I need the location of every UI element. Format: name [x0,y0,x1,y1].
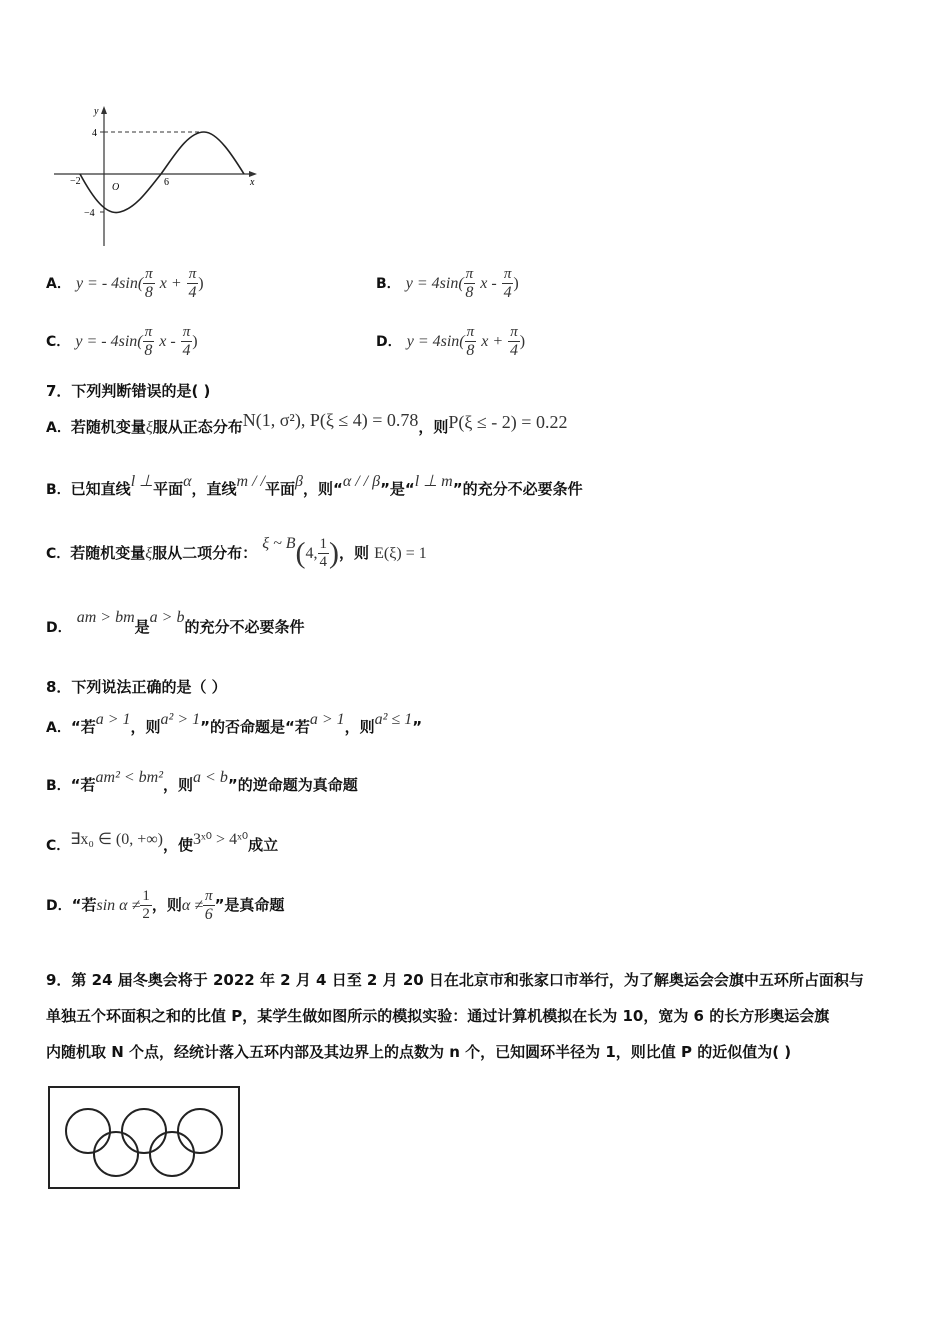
sine-graph [48,98,268,250]
ring-top-left [66,1109,110,1153]
q7-option-b[interactable]: B．已知直线l ⊥平面α，直线m / /平面β，则“α / / β”是“l ⊥ m”的充分不必要条件 [46,473,583,498]
q8-option-c[interactable]: C．∃x₀ ∈ (0, +∞)，使3ˣ⁰ > 4ˣ⁰成立 [46,831,279,854]
tick-label-neg4: −4 [84,208,95,219]
tick-label-6: 6 [164,177,169,188]
q6-option-c[interactable]: C． y = - 4sin( $\frac{\pi}{8}$ x - $\frac{\pi}{4}$ ) [46,324,198,359]
q8-option-a[interactable]: A．“若a > 1，则a² > 1”的否命题是“若a > 1，则a² ≤ 1” [46,711,423,736]
q6-option-b[interactable]: B． y = 4sin( $\frac{\pi}{8}$ x - $\frac{\pi}{4}$ ) [376,266,519,301]
q8-stem: 8．下列说法正确的是（ ） [46,678,227,696]
y-axis-label: y [94,106,99,117]
ring-bottom-left [94,1132,138,1176]
y-axis-arrow [101,106,107,114]
olympic-rings-figure [48,1086,242,1190]
q6-option-a[interactable]: A． y = - 4sin( $\frac{\pi}{8}$ x + $\frac{\pi}{4}$ ) [46,266,204,301]
tick-label-neg2: −2 [70,176,81,187]
tick-label-4: 4 [92,128,97,139]
flag-rectangle [49,1087,239,1188]
q7-stem: 7．下列判断错误的是( ) [46,382,211,400]
origin-label: O [112,182,120,193]
x-axis-label: x [250,177,255,188]
q9-line-1: 9．第 24 届冬奥会将于 2022 年 2 月 4 日至 2 月 20 日在北京市和张家口市举行，为了解奥运会会旗中五环所占面积与 [46,971,864,989]
q9-line-2: 单独五个环面积之和的比值 P，某学生做如图所示的模拟实验：通过计算机模拟在长为 10，宽为 6 的长方形奥运会旗 [46,1007,830,1025]
ring-top-middle [122,1109,166,1153]
q7-option-c[interactable]: C．若随机变量ξ服从二项分布： ξ ~ B(4, $\frac{1}{4}$ )，则 E(ξ) = 1 [46,535,427,570]
q7-option-d[interactable]: D． am > bm是a > b的充分不必要条件 [46,609,305,636]
q7-option-a[interactable]: A．若随机变量ξ服从正态分布N(1, σ²), P(ξ ≤ 4) = 0.78，则P(ξ ≤ - 2) = 0.22 [46,410,568,436]
q8-option-b[interactable]: B．“若am² < bm²，则a < b”的逆命题为真命题 [46,769,358,794]
ring-top-right [178,1109,222,1153]
ring-bottom-right [150,1132,194,1176]
q9-stem [46,962,864,1070]
q6-option-d[interactable]: D． y = 4sin( $\frac{\pi}{8}$ x + $\frac{\pi}{4}$ ) [376,324,526,359]
q9-line-3: 内随机取 N 个点，经统计落入五环内部及其边界上的点数为 n 个，已知圆环半径为 1，则比值 P 的近似值为( ) [46,1043,792,1061]
q8-option-d[interactable]: D．“若sin α ≠ $\frac{1}{2}$ ，则α ≠ $\frac{\pi}{6}$ ”是真命题 [46,888,285,923]
